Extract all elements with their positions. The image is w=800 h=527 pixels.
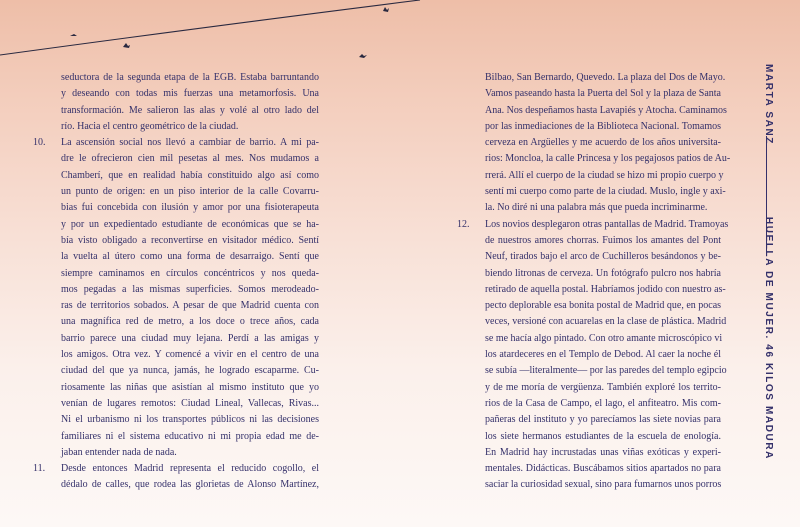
text-line: Chamberí, que en realidad había constituido algo así como xyxy=(61,169,319,181)
text-line: En Madrid hay incrustadas unas viñas exóticas y experi- xyxy=(485,446,721,458)
text-line: venían de lugares remotos: Ciudad Lineal, Vallecas, Rivas... xyxy=(61,397,319,409)
text-line: la vuelta al útero como una forma de desarraigo. Sentí que xyxy=(61,251,319,263)
text-line: por las inmediaciones de la Biblioteca Nacional. Tomamos xyxy=(485,120,721,132)
text-line: veces, versioné con acuarelas en la clase de plástica. Madrid xyxy=(485,316,727,328)
left-intro-paragraph xyxy=(61,70,319,135)
bird-icon xyxy=(383,7,389,12)
text-line: río. Hacia el centro geométrico de la ciudad. xyxy=(61,120,239,132)
text-line: Vamos paseando hasta la Puerta del Sol y la plaza de Santa xyxy=(485,88,721,100)
text-line: mentales. Didácticas. Buscábamos sitios apartados no para xyxy=(485,463,721,475)
work-title: HUELLA DE MUJER. 46 KILOS MADURA xyxy=(763,216,774,460)
paragraph-10 xyxy=(33,135,319,461)
text-line: pecto deplorable esa bonita postal de Madrid que, en pocas xyxy=(485,300,722,312)
right-intro-paragraph xyxy=(485,70,731,217)
text-line: una magnífica red de metro, a los doce o trece años, cada xyxy=(61,316,319,328)
text-line: sentí mi cuerpo como parte de la ciudad. Muslo, ingle y axi- xyxy=(485,186,726,198)
text-line: un punto de origen: en un piso interior de la calle Covarru- xyxy=(61,186,319,198)
text-line: mos pegadas a las mismas superficies. Somos merodeado- xyxy=(61,283,319,295)
paragraph-number: 11. xyxy=(33,463,46,475)
text-line: ciudad del que ya nunca, jamás, he logrado escaparme. Cu- xyxy=(61,365,319,377)
paragraph-number: 10. xyxy=(33,137,46,149)
text-line: rrerá. Allí el cuerpo de la ciudad se hizo mi propio cuerpo y xyxy=(485,169,724,181)
bird-icon xyxy=(359,54,367,58)
paragraph-number: 12. xyxy=(457,218,470,230)
text-line: cerveza en Argüelles y me acuerdo de los años universita- xyxy=(485,137,721,149)
text-line: dédalo de calles, que rodea las glorietas de Alonso Martínez, xyxy=(61,479,319,491)
text-line: seductora de la segunda etapa de la EGB. Estaba barruntando xyxy=(61,72,319,83)
text-line: pañeras del instituto y yo parecíamos las siete novias para xyxy=(485,414,721,426)
text-line: Neuf, tirados bajo el arco de Cuchilleros besándonos y be- xyxy=(485,251,721,263)
text-line: barrio parece una ciudad muy lejana. Perdí a las amigas y xyxy=(61,332,319,344)
text-line: y por un expedientado estudiante de económicas que se ha- xyxy=(61,218,319,230)
author-name: MARTA SANZ xyxy=(763,64,774,145)
text-line: Ana. Nos despeñamos hasta Lavapiés y Atocha. Caminamos xyxy=(485,104,727,116)
text-line: jaban entender nada de nada. xyxy=(61,446,177,458)
text-line: los siete hermanos estudiantes de la escuela de enología. xyxy=(485,430,721,442)
text-line: siempre caminamos en círculos concéntricos y nos queda- xyxy=(61,267,319,279)
paragraph-11 xyxy=(33,461,319,494)
text-line: los amigos. Otra vez. Y comencé a vivir en el centro de una xyxy=(61,349,319,361)
left-page-text xyxy=(33,70,319,494)
text-line: de nuestros amores chorras. Fuimos los amantes del Pont xyxy=(485,234,721,246)
text-line: biendo litronas de cerveza. Un fotógrafo pulcro nos habría xyxy=(485,267,721,279)
text-line: Bilbao, San Bernardo, Quevedo. La plaza del Dos de Mayo. xyxy=(485,72,726,83)
text-line: ras de territorios sobados. A pesar de que Madrid cuenta con xyxy=(61,300,319,312)
text-line: rios de la Casa de Campo, el lago, el anfiteatro. Mis com- xyxy=(485,397,721,409)
text-line: los atardeceres en el Templo de Debod. Al caer la noche él xyxy=(485,349,721,361)
bird-icon xyxy=(123,43,130,48)
bird-icon xyxy=(70,34,77,36)
text-line: y deseando con todas mis fuerzas una metamorfosis. Una xyxy=(61,88,319,100)
text-line: bias fui concebida con ilusión y amor por una fisioterapeuta xyxy=(61,202,319,214)
text-line: familiares ni el sistema educativo ni mi propia edad me de- xyxy=(61,430,319,442)
text-line: Desde entonces Madrid representa el reducido cogollo, el xyxy=(61,463,319,475)
text-line: Los novios desplegaron otras pantallas de Madrid. Tramoyas xyxy=(485,218,729,230)
text-line: dre le ofrecieron cien mil pesetas al mes. Nos mudamos a xyxy=(61,153,319,165)
text-line: saciar la curiosidad sexual, sino para fumarnos unos porros xyxy=(485,479,722,491)
text-line: Ni el urbanismo ni los transportes públicos ni las decisiones xyxy=(61,414,319,426)
power-line xyxy=(0,0,420,55)
paragraph-12 xyxy=(457,217,729,494)
text-line: transformación. Me salieron las alas y volé al otro lado del xyxy=(61,104,319,116)
text-line: bía visto obligado a reconvertirse en visitador médico. Sentí xyxy=(61,234,319,246)
text-line: y de me moría de vergüenza. También exploré los territo- xyxy=(485,381,721,393)
text-line: se me hacía algo pintado. Con otro amante microscópico vi xyxy=(485,332,723,344)
text-line: se subía —literalmente— por las paredes del templo egipcio xyxy=(485,365,727,377)
text-line: riosamente las niñas que asistían al mismo instituto que yo xyxy=(61,381,319,393)
text-line: La ascensión social nos llevó a cambiar de barrio. A mi pa- xyxy=(61,137,319,149)
running-head-sidebar xyxy=(754,64,774,464)
text-line: la. No diré ni una palabra más que pueda incriminarme. xyxy=(485,202,708,214)
text-line: rios: Moncloa, la calle Princesa y los pegajosos patios de Au- xyxy=(485,153,731,165)
text-line: retirado de aquella postal. Habríamos jodido con nuestro as- xyxy=(485,283,726,295)
right-page-text xyxy=(457,70,731,494)
